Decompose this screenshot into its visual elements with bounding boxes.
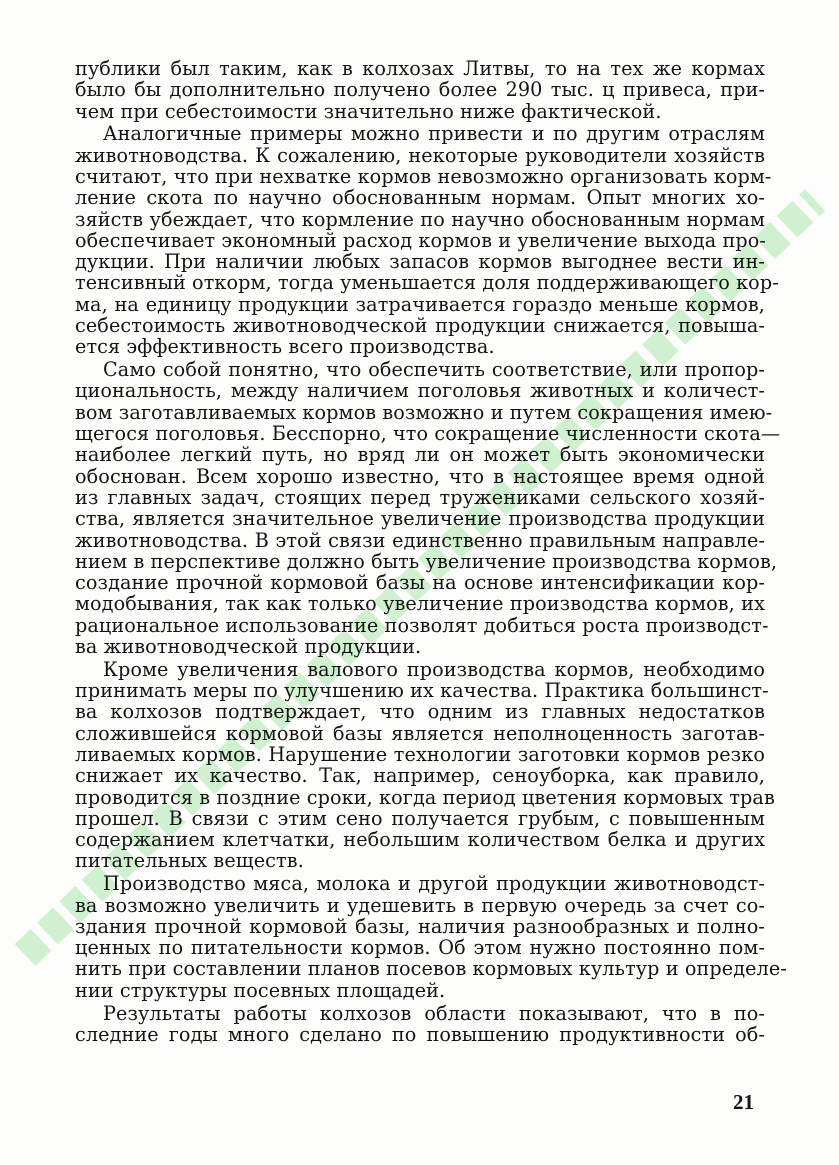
text-line: следние годы много сделано по повышению продуктивности об-: [75, 1022, 765, 1046]
body-text: [75, 57, 787, 1047]
text-line: нить при составлении планов посевов кормовых культур и определе-: [75, 957, 787, 981]
text-line: ление скота по научно обоснованным нормам. Опыт многих хо-: [75, 186, 765, 210]
text-line: модобывания, так как только увеличение производства кормов, их: [75, 592, 765, 616]
paragraph: [75, 122, 779, 359]
text-line: ливаемых кормов. Нарушение технологии заготовки кормов резко: [75, 743, 765, 766]
text-line: обеспечивает экономный расход кормов и увеличение выхода про-: [75, 228, 766, 252]
text-line: животноводства. К сожалению, некоторые руководители хозяйств: [75, 143, 765, 167]
text-line: ва животноводческой продукции.: [75, 635, 422, 659]
text-line: создание прочной кормовой базы на основе интенсификации кор-: [75, 571, 765, 595]
text-line: принимать меры по улучшению их качества. Практика большинст-: [75, 679, 769, 703]
text-line: проводится в поздние сроки, когда период цветения кормовых трав: [75, 785, 775, 809]
text-line: прошел. В связи с этим сено получается грубым, с повышенным: [75, 806, 765, 830]
text-line: было бы дополнительно получено более 290 тыс. ц привеса, при-: [75, 78, 765, 102]
text-line: животноводства. В этой связи единственно правильным направле-: [75, 528, 765, 552]
text-line: ства, является значительное увеличение производства продукции: [75, 507, 765, 531]
text-line: питательных веществ.: [75, 849, 304, 873]
text-line: себестоимость животноводческой продукции снижается, повыша-: [75, 314, 765, 338]
text-line: вом заготавливаемых кормов возможно и путем сокращения имею-: [75, 400, 773, 424]
text-line: считают, что при нехватке кормов невозможно организовать корм-: [75, 164, 772, 188]
text-line: снижает их качество. Так, например, сеноуборка, как правило,: [75, 764, 765, 788]
text-line: сложившейся кормовой базы является неполноценность заготав-: [75, 721, 765, 745]
text-line: Результаты работы колхозов области показывают, что в по-: [103, 1001, 765, 1025]
paragraph: [75, 1003, 765, 1046]
text-line: Кроме увеличения валового производства кормов, необходимо: [103, 657, 765, 681]
text-line: ва колхозов подтверждает, что одним из главных недостатков: [75, 700, 765, 724]
text-line: ва возможно увеличить и удешевить в первую очередь за счет со-: [75, 893, 765, 917]
paragraph: [75, 58, 765, 122]
text-line: Само собой понятно, что обеспечить соответствие, или пропор-: [103, 358, 765, 382]
text-line: зяйств убеждает, что кормление по научно обоснованным нормам: [75, 207, 765, 231]
text-line: ценных по питательности кормов. Об этом нужно постоянно пом-: [75, 936, 765, 960]
text-line: Аналогичные примеры можно привести и по другим отраслям: [103, 122, 765, 146]
text-line: циональность, между наличием поголовья животных и количест-: [75, 379, 765, 403]
text-line: щегося поголовья. Бесспорно, что сокращение численности скота—: [75, 422, 781, 446]
text-line: ется эффективность всего производства.: [75, 335, 495, 359]
text-line: нии структуры посевных площадей.: [75, 978, 446, 1002]
text-line: обоснован. Всем хорошо известно, что в настоящее время одной: [75, 464, 765, 488]
text-line: чем при себестоимости значительно ниже фактической.: [75, 99, 662, 123]
text-line: содержанием клетчатки, небольшим количеством белка и других: [75, 828, 765, 852]
text-line: здания прочной кормовой базы, наличия разнообразных и полно-: [75, 914, 765, 938]
paragraph: [75, 872, 787, 1002]
text-line: публики был таким, как в колхозах Литвы, то на тех же кормах: [75, 57, 765, 80]
text-line: нием в перспективе должно быть увеличение производства кормов,: [75, 549, 778, 573]
page-number: 21: [733, 1090, 754, 1114]
paragraph: [75, 358, 781, 659]
text-line: тенсивный откорм, тогда уменьшается доля поддерживающего кор-: [75, 271, 779, 295]
text-line: из главных задач, стоящих перед тружениками сельского хозяй-: [75, 485, 765, 509]
text-line: наиболее легкий путь, но вряд ли он может быть экономически: [75, 443, 765, 467]
text-line: Производство мяса, молока и другой продукции животноводст-: [103, 872, 765, 896]
text-line: дукции. При наличии любых запасов кормов выгоднее вести ин-: [75, 250, 765, 274]
text-line: рациональное использование позволят добиться роста производст-: [75, 613, 769, 637]
text-line: ма, на единицу продукции затрачивается гораздо меньше кормов,: [75, 292, 765, 316]
paragraph: [75, 657, 775, 873]
